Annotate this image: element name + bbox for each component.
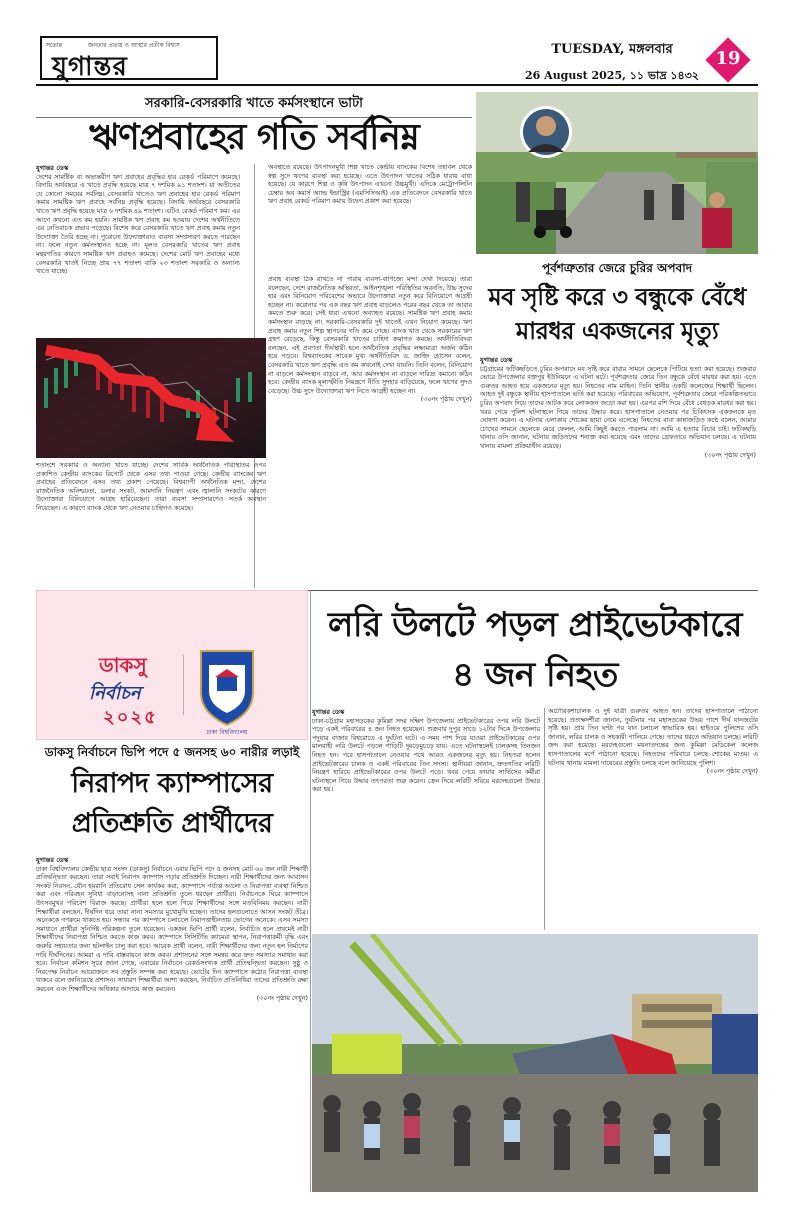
story4-kicker: ডাকসু নির্বাচনে ভিপি পদে ৫ জনসহ ৬০ নারীর লড়াই [44, 745, 300, 759]
story1-col3-text: প্রবাহ ব্যবস্থা ঠিক রাখতে না পারায় ব্যবসা-বাণিজ্যে মন্দা দেখা দিয়েছে। তারা বলেছেন, দেশে রাজনৈতিক অস্থিরতা, আইনশৃঙ্খলা পরিস্থিতির অবনতি, উচ্চ সুদের হার এবং বিনিয়োগ পরিবেশের অভাবে উদ্যোক্তারা নতুন করে বিনিয়োগে আগ্রহী হচ্ছেন না। করোনার পর এক বছর ঋণ প্রবাহ বাড়লেও পরের বছর থেকে তা আবার কমতে শুরু করে। সেই ধারা এখনো অব্যাহত রয়েছে। সামষ্টিক ঋণ প্রবাহ কমায় কর্মসংস্থান বাড়ছে না। সরকারি-বেসরকারি দুই খাতেই এখন নিয়োগ কমেছে। ঋণ প্রবাহ কমায় নতুন শিল্প স্থাপনের গতি কমে গেছে। ব্যাংক খাত থেকে সরকারের ঋণ গ্রহণ বেড়েছে, কিন্তু বেসরকারি খাতের চাহিদা ক্রমাগত কমছে। অর্থনীতিবিদরা বলছেন, এই প্রবণতা দীর্ঘস্থায়ী হলে অর্থনৈতিক প্রবৃদ্ধির লক্ষ্যমাত্রা অর্জন কঠিন হয়ে পড়বে। বিশ্বব্যাংকের সাবেক মুখ্য অর্থনীতিবিদ ড. জাহিদ হোসেন বলেন, বেসরকারি খাতে ঋণ প্রবৃদ্ধি এত কম কখনোই দেখা যায়নি। তিনি বলেন, বিনিয়োগ না বাড়লে কর্মসংস্থান বাড়বে না, আর কর্মসংস্থান না বাড়লে দারিদ্র্য কমানো কঠিন হবে। কেন্দ্রীয় ব্যাংক মূল্যস্ফীতি নিয়ন্ত্রণে নীতি সুদহার বাড়িয়েছে, ফলে ঋণের সুদও বেড়েছে। উচ্চ সুদে উদ্যোক্তারা ঋণ নিতে আগ্রহী হচ্ছেন না। [268, 276, 472, 395]
falling-graph-photo [36, 338, 266, 458]
story4-body-text: ঢাকা বিশ্ববিদ্যালয় কেন্দ্রীয় ছাত্র সংসদ (ডাকসু) নির্বাচনে এবার ভিপি পদে ৫ জনসহ মোট ৬০ জন নারী শিক্ষার্থী প্রতিদ্বন্দ্বিতা করছেন। তারা সবাই নিরাপদ ক্যাম্পাস গড়ার প্রতিশ্রুতি দিচ্ছেন। নারী শিক্ষার্থীদের জন্য আবাসন সংকট নিরসন, যৌন হয়রানি প্রতিরোধ সেল কার্যকর করা, ক্যাম্পাসে পর্যাপ্ত আলো ও নিরাপত্তা ব্যবস্থা নিশ্চিত করা এবং পরিবহন সুবিধা বাড়ানোসহ নানা প্রতিশ্রুতি তুলে ধরছেন প্রার্থীরা। নির্বাচনকে ঘিরে ক্যাম্পাসে উৎসবমুখর পরিবেশ বিরাজ করছে। প্রার্থীরা হলে হলে গিয়ে শিক্ষার্থীদের সঙ্গে মতবিনিময় করছেন। নারী শিক্ষার্থীরা বলছেন, দীর্ঘদিন ধরে তারা নানা সমস্যার মুখোমুখি হচ্ছেন। তাদের হলগুলোতে আসন সংকট তীব্র। অনেককে গণরুমে থাকতে হয়। সন্ধ্যার পর ক্যাম্পাসে চলাচলে নিরাপত্তাহীনতায় ভোগেন অনেকে। এসব সমস্যা সমাধানে প্রার্থীরা সুনির্দিষ্ট পরিকল্পনা তুলে ধরেছেন। একজন ভিপি প্রার্থী বলেন, নির্বাচিত হলে প্রথমেই নারী শিক্ষার্থীদের নিরাপত্তা নিশ্চিত করতে কাজ করব। ক্যাম্পাসে সিসিটিভি ক্যামেরা স্থাপন, নিরাপত্তাকর্মী বৃদ্ধি এবং জরুরি সহায়তার জন্য হটলাইন চালু করা হবে। আরেক প্রার্থী বলেন, নারী শিক্ষার্থীদের জন্য নতুন হল নির্মাণের দাবি দীর্ঘদিনের। আমরা এ দাবি বাস্তবায়নে কাজ করব। প্রশাসনের সঙ্গে সমন্বয় করে দ্রুত সমস্যার সমাধান করা হবে। নির্বাচন কমিশন সূত্রে জানা গেছে, এবারের নির্বাচনে রেকর্ডসংখ্যক প্রার্থী প্রতিদ্বন্দ্বিতা করছেন। সুষ্ঠু ও নিরপেক্ষ নির্বাচন আয়োজনে সব প্রস্তুতি সম্পন্ন করা হয়েছে। ভোটের দিন ক্যাম্পাসে কঠোর নিরাপত্তা ব্যবস্থা থাকবে বলে জানিয়েছে প্রশাসন। সাধারণ শিক্ষার্থীরা আশা করছেন, নির্বাচিত প্রতিনিধিরা তাদের প্রতিশ্রুতি রক্ষা করবেন এবং শিক্ষার্থীদের অধিকার আদায়ে কাজ করবেন। [36, 865, 308, 993]
page-number: 19 [715, 48, 741, 69]
issue-day: TUESDAY, মঙ্গলবার [551, 42, 673, 57]
story1-col1-text: দেশের সামষ্টিক বা অভ্যন্তরীণ ঋণ প্রবাহের প্রবৃদ্ধির হার রেকর্ড পরিমাণে কমেছে। বিদায়ি অর্থবছরে এ খাতে প্রবৃদ্ধি হয়েছে মাত্র ৭ দশমিক ৯১ শতাংশ। যা অতীতের যে কোনো সময়ের সর্বনিম্ন। বেসরকারি খাতেও ঋণ প্রবাহের হার রেকর্ড পরিমাণ কমায় সামষ্টিক ঋণ প্রবাহে সর্বনিম্ন প্রবৃদ্ধি হয়েছে। বিদায়ি অর্থবছরে বেসরকারি খাতে ঋণ প্রবৃদ্ধি হয়েছে মাত্র ৬ দশমিক ৪৯ শতাংশ। এটিও রেকর্ড পরিমাণ কম। এর আগে কখনো এত কম হয়নি। সামষ্টিক ঋণ প্রবাহ কম হওয়ায় দেশের অর্থনীতিতে এর নেতিবাচক প্রভাব পড়েছে। বিশেষ করে বেসরকারি খাতে ঋণ প্রবাহ কমায় নতুন উদ্যোক্তা তৈরি হচ্ছে না। পুরোনো উদ্যোক্তারাও ব্যবসা সম্প্রসারণ করতে পারছেন না। ফলে নতুন কর্মসংস্থানও হচ্ছে না। মূলত বেসরকারি খাতের ঋণ প্রবাহ মন্থরগতির কারণে সামষ্টিক ঋণ প্রবাহও কমেছে। দেশের মোট ঋণ প্রবাহের মধ্যে বেসরকারি খাতই নিচ্ছে প্রায় ৭৭ শতাংশ বাকি ২৩ শতাংশ সরকারি ও অন্যান্য খাতে যাচ্ছে। [36, 173, 240, 276]
newspaper-logo [40, 36, 218, 80]
column-divider [310, 590, 311, 1192]
story2-body [480, 356, 756, 588]
logo-text: যুগান্তর [52, 52, 128, 82]
ducsu-divider [183, 655, 184, 715]
ducsu-election-graphic [36, 590, 308, 740]
story2-kicker: পূর্বশত্রুতার জেরে চুরির অপবাদ [541, 261, 692, 275]
story1-column-2 [268, 164, 472, 274]
story4-headline: নিরাপদ ক্যাম্পাসের প্রতিশ্রুতি প্রার্থীদের [71, 768, 273, 839]
story3-column-1 [312, 708, 540, 930]
story2-byline: যুগান্তর ডেস্ক [480, 356, 513, 364]
falling-graph-image [36, 338, 266, 458]
ducsu-year: ২০২৫ [103, 707, 158, 728]
story4-continued: (৩০নং পৃষ্ঠায় দেখুন) [256, 994, 308, 1002]
university-crest-icon [197, 649, 257, 727]
page-number-badge [706, 38, 750, 82]
ducsu-subtitle: নির্বাচন [89, 683, 141, 704]
road-scene-photo [476, 92, 758, 254]
story3-headline: লরি উলটে পড়ল প্রাইভেটকারে ৪ জন নিহত [328, 605, 742, 695]
story3-byline: যুগান্তর ডেস্ক [312, 708, 345, 716]
masthead [36, 34, 758, 86]
story2-body-text: চট্টগ্রামের ফটিকছড়িতে চুরির অপবাদে মব সৃষ্টি করে বাবার সামনে ছেলেকে পিটিয়ে হত্যা করা হয়েছে। শুক্রবার ভোরে উপজেলার বক্তপুর ইউনিয়নে এ ঘটনা ঘটে। পূর্বশত্রুতার জেরে তিন বন্ধুকে বেঁধে মারধর করা হয়। এতে গুরুতর আহত হয়ে একজনের মৃত্যু হয়। নিহতের নাম মাহিন। তিনি স্থানীয় একটি কলেজের শিক্ষার্থী ছিলেন। আহত দুই বন্ধুকে স্থানীয় হাসপাতালে ভর্তি করা হয়েছে। পরিবারের অভিযোগ, পূর্বশত্রুতার জেরে পরিকল্পিতভাবে চুরির অপবাদ দিয়ে তাদের আটক করে লোকজন জড়ো করা হয়। এরপর রশি দিয়ে বেঁধে বেধড়ক মারধর করা হয়। খবর পেয়ে পুলিশ ঘটনাস্থলে গিয়ে তাদের উদ্ধার করে। হাসপাতালে নেওয়ার পর চিকিৎসক একজনকে মৃত ঘোষণা করেন। এ ঘটনায় এলাকায় শোকের ছায়া নেমে এসেছে। নিহতের বাবা কান্নাজড়িত কণ্ঠে বলেন, আমার চোখের সামনে ছেলেকে মেরে ফেলল, আমি কিছুই করতে পারলাম না। আমি এ হত্যার বিচার চাই। ফটিকছড়ি থানার ওসি জানান, ঘটনায় জড়িতদের শনাক্ত করা হয়েছে এবং তাদের গ্রেফতারে অভিযান চলছে। এ ঘটনায় থানায় মামলা প্রক্রিয়াধীন রয়েছে। [480, 365, 756, 450]
issue-date [512, 40, 712, 86]
accident-scene-image [312, 934, 758, 1192]
story4-byline: যুগান্তর ডেস্ক [36, 856, 69, 864]
story1-kicker: সরকারি-বেসরকারি খাতে কর্মসংস্থানে ভাটা [36, 94, 472, 118]
story1-headline: ঋণপ্রবাহের গতি সর্বনিম্ন [89, 117, 419, 158]
story1-continued: (৩০নং পৃষ্ঠায় দেখুন) [420, 396, 472, 404]
newspaper-page [36, 34, 758, 1192]
issue-date-text: 26 August 2025, ১১ ভাদ্র ১৪৩২ [525, 69, 699, 82]
story3-col2-text: অটোরিকশাচালক ও দুই যাত্রী গুরুতর আহত হন। তাদের হাসপাতালে পাঠানো হয়েছে। প্রত্যক্ষদর্শীরা জানান, দুর্ঘটনার পর মহাসড়কের উভয় পাশে দীর্ঘ যানজটের সৃষ্টি হয়। প্রায় তিন ঘণ্টা পর যান চলাচল স্বাভাবিক হয়। হাইওয়ে পুলিশের ওসি জানান, লরির চালক ও সহকারী পালিয়ে গেছে। তাদের ধরতে অভিযান চলছে। লরিটি জব্দ করা হয়েছে। মরদেহগুলো ময়নাতদন্তের জন্য কুমিল্লা মেডিকেল কলেজ হাসপাতালের মর্গে পাঠানো হয়েছে। নিহতদের পরিবারে চলছে শোকের মাতম। এ ঘটনায় থানায় মামলা দায়েরের প্রস্তুতি চলছে বলে জানিয়েছে পুলিশ। [548, 708, 758, 767]
story3-continued: (৩০নং পৃষ্ঠায় দেখুন) [706, 768, 758, 776]
story1-column-1 [36, 164, 240, 338]
story3-column-2 [548, 708, 758, 930]
column-divider [544, 708, 545, 930]
story2-headline: মব সৃষ্টি করে ৩ বন্ধুকে বেঁধে মারধর একজনের মৃত্যু [488, 283, 746, 345]
story1-column-4 [36, 462, 266, 588]
story1-col2-text: অবস্থাতে রয়েছে। উৎপাদনমুখী শিল্প খাতে কেন্দ্রীয় ব্যাংকের বিশেষ তহবিল থেকে স্বল্প সুদে ঋণের ব্যবস্থা করা হয়েছে। এতে উৎপাদন খাতের সঠিক ধারায় বাধা হয়েছে। যে কারণে শিল্প ও কৃষি উৎপাদন এখনো উচ্চমুখী। এদিকে মেট্রোপলিটন চেম্বার অব কমার্স অ্যান্ড ইন্ডাস্ট্রির (এমসিসিআই) এক প্রতিবেদনে বেসরকারি খাতে ঋণ প্রবাহ রেকর্ড পরিমাণ কমায় উদ্বেগ প্রকাশ করা হয়েছে। [268, 164, 472, 206]
road-scene-image [476, 92, 758, 254]
ducsu-crest-caption: ঢাকা বিশ্ববিদ্যালয় [206, 729, 248, 736]
story1-column-3 [268, 276, 472, 588]
story4-body [36, 856, 308, 1192]
logo-tagline-right: জনতার প্রত্যয় ও আস্থার প্রতীক বিশ্বাস [88, 42, 180, 49]
logo-tagline-left: সত্যের [46, 42, 62, 49]
accident-scene-photo [312, 934, 758, 1192]
story1-byline: যুগান্তর ডেস্ক [36, 164, 69, 172]
ducsu-title: ডাকসু [99, 653, 147, 677]
story2-continued: (৩০নং পৃষ্ঠায় দেখুন) [704, 451, 756, 459]
story3-col1-text: ঢাকা-চট্টগ্রাম মহাসড়কের কুমিল্লা সদর দক্ষিণ উপজেলায় প্রাইভেটকারের ওপর লরি উলটে পড়ে একই পরিবারের ৪ জন নিহত হয়েছেন। শুক্রবার দুপুর সাড়ে ১২টার দিকে উপজেলার পদুয়ার বাজার বিশ্বরোডে এ দুর্ঘটনা ঘটে। এ সময় পাশ দিয়ে যাওয়া প্রাইভেটকারের ওপর মালবাহী লরি উলটে পড়লে গাড়িটি দুমড়েমুচড়ে যায়। এতে ঘটনাস্থলেই চালকসহ তিনজন নিহত হন। পরে হাসপাতালে নেওয়ার পথে আরও একজনের মৃত্যু হয়। নিহতরা হলেন প্রাইভেটকারের চালক ও একই পরিবারের তিন সদস্য। স্থানীয়রা জানান, দ্রুতগতির লরিটি নিয়ন্ত্রণ হারিয়ে প্রাইভেটকারের ওপর উলটে পড়ে। খবর পেয়ে ফায়ার সার্ভিসের কর্মীরা ঘটনাস্থলে গিয়ে উদ্ধার তৎপরতা শুরু করেন। ক্রেন দিয়ে লরিটি সরিয়ে মরদেহগুলো উদ্ধার করা হয়। [312, 717, 540, 794]
story1-col4-text: শতাংশে সরকারি ও অন্যান্য খাতে যাচ্ছে। দেশের সার্বিক অর্থনৈতিক পরিস্থিতির ওপর প্রকাশিত কেন্দ্রীয় ব্যাংকের রিপোর্ট থেকে এসব তথ্য পাওয়া গেছে। কেন্দ্রীয় ব্যাংকের ঋণ প্রবাহের প্রতিবেদনে এসব তথ্য প্রকাশ পেয়েছে। বিশ্বব্যাপী অর্থনৈতিক মন্দা, দেশের রাজনৈতিক অনিশ্চয়তা, ডলার সংকট, আমদানি নিয়ন্ত্রণ এবং জ্বালানি সংকটের কারণে উদ্যোক্তারা বিনিয়োগে আগ্রহ হারিয়েছেন। তারা ব্যবসা সম্প্রসারণেও সতর্ক অবস্থান নিয়েছেন। এ কারণে ব্যাংক থেকে ঋণ নেওয়ার চাহিদাও কমেছে। [36, 462, 266, 512]
